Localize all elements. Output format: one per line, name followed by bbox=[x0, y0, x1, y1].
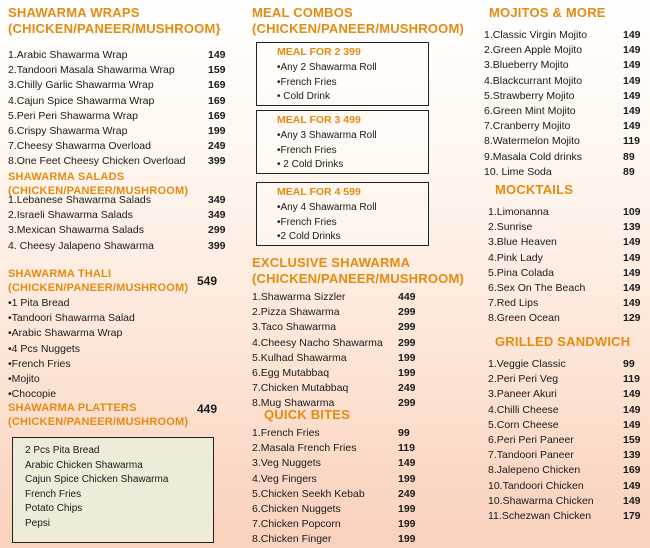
menu-item bbox=[484, 28, 642, 43]
menu-item-name: 10. Lime Soda bbox=[484, 165, 552, 178]
menu-item-price: 349 bbox=[208, 194, 226, 206]
menu-item-name: 7.Red Lips bbox=[488, 297, 539, 310]
menu-item-price: 249 bbox=[398, 382, 416, 395]
menu-item bbox=[488, 266, 642, 281]
menu-item bbox=[484, 89, 642, 104]
menu-item-price: 149 bbox=[623, 120, 641, 133]
menu-item-price: 199 bbox=[398, 533, 416, 546]
menu-item-name: 7.Cheesy Shawarma Overload bbox=[8, 140, 151, 153]
exclusive-subtitle: (CHICKEN/PANEER/MUSHROOM) bbox=[252, 271, 465, 286]
menu-item-name: 8.Green Ocean bbox=[488, 312, 560, 325]
exclusive-list bbox=[252, 290, 420, 412]
menu-item-price: 149 bbox=[623, 388, 641, 401]
menu-item-name: 7.Cranberry Mojito bbox=[484, 120, 571, 133]
menu-line: •French Fries bbox=[277, 216, 337, 228]
grilled-title: GRILLED SANDWICH bbox=[495, 334, 631, 349]
menu-item-price: 349 bbox=[208, 209, 226, 222]
menu-item bbox=[8, 124, 230, 139]
menu-line: 2 Pcs Pita Bread bbox=[25, 445, 100, 456]
mocktails-list bbox=[488, 205, 642, 327]
menu-item bbox=[488, 509, 642, 524]
menu-item-price: 149 bbox=[623, 74, 641, 87]
menu-item-price: 149 bbox=[623, 418, 641, 431]
menu-line: •2 Cold Drinks bbox=[277, 231, 341, 242]
menu-line: Arabic Chicken Shawarma bbox=[25, 459, 143, 471]
menu-item bbox=[488, 418, 642, 433]
menu-item-name: 3.Paneer Akuri bbox=[488, 388, 557, 401]
menu-item bbox=[252, 381, 420, 396]
menu-item-price: 149 bbox=[623, 297, 641, 310]
menu-item bbox=[252, 517, 420, 532]
menu-item-price: 299 bbox=[398, 321, 416, 334]
menu-item-price: 149 bbox=[623, 403, 641, 416]
menu-item-name: 5.Corn Cheese bbox=[488, 418, 559, 431]
menu-item bbox=[488, 387, 642, 402]
menu-line: •Chocopie bbox=[8, 388, 57, 401]
menu-item-name: 4.Chilli Cheese bbox=[488, 403, 559, 416]
menu-item bbox=[252, 502, 420, 517]
mojitos-title: MOJITOS & MORE bbox=[489, 5, 606, 20]
menu-item-price: 299 bbox=[398, 336, 416, 349]
menu-item-price: 99 bbox=[398, 427, 410, 439]
menu-line: •4 Pcs Nuggets bbox=[8, 342, 80, 355]
menu-item-price: 149 bbox=[623, 104, 641, 117]
menu-item bbox=[252, 426, 420, 441]
salads-list bbox=[8, 193, 230, 254]
menu-item-price: 249 bbox=[208, 140, 226, 153]
menu-item bbox=[488, 311, 642, 326]
thali-items bbox=[8, 296, 208, 402]
menu-item-price: 129 bbox=[623, 312, 641, 325]
menu-item-price: 199 bbox=[398, 366, 416, 379]
menu-item-price: 119 bbox=[398, 442, 415, 455]
combo-title-1: MEAL FOR 2 399 bbox=[277, 46, 361, 58]
menu-item-price: 149 bbox=[623, 29, 641, 41]
menu-item-price: 119 bbox=[623, 135, 640, 148]
menu-item-name: 5.Chicken Seekh Kebab bbox=[252, 487, 365, 500]
menu-item-name: 5.Pina Colada bbox=[488, 266, 554, 279]
menu-item-name: 8.Mug Shawarma bbox=[252, 397, 335, 410]
menu-item-name: 6.Egg Mutabbaq bbox=[252, 366, 330, 379]
platters-title: SHAWARMA PLATTERS bbox=[8, 402, 137, 414]
menu-item-name: 2.Israeli Shawarma Salads bbox=[8, 209, 133, 222]
menu-item-price: 199 bbox=[398, 472, 416, 485]
menu-item bbox=[488, 433, 642, 448]
menu-item-name: 4.Cheesy Nacho Shawarma bbox=[252, 336, 383, 349]
combo-title-3: MEAL FOR 4 599 bbox=[277, 186, 361, 198]
menu-item bbox=[488, 205, 642, 220]
menu-item-price: 89 bbox=[623, 150, 635, 163]
menu-item-name: 3.Blueberry Mojito bbox=[484, 59, 569, 72]
menu-item bbox=[252, 456, 420, 471]
menu-item-name: 7.Chicken Mutabbaq bbox=[252, 382, 349, 395]
menu-line: •French Fries bbox=[277, 144, 337, 156]
thali-price: 549 bbox=[197, 274, 218, 288]
menu-item-name: 4.Pink Lady bbox=[488, 251, 543, 264]
menu-item-price: 199 bbox=[398, 502, 416, 515]
menu-item-name: 5.Peri Peri Shawarma Wrap bbox=[8, 109, 138, 122]
combos-title: MEAL COMBOS bbox=[252, 5, 353, 20]
menu-item-name: 6.Chicken Nuggets bbox=[252, 502, 341, 515]
menu-item-price: 199 bbox=[398, 518, 416, 531]
grilled-list bbox=[488, 357, 642, 524]
menu-item bbox=[488, 463, 642, 478]
menu-item-name: 1.Shawarma Sizzler bbox=[252, 291, 346, 303]
menu-item-price: 149 bbox=[623, 266, 641, 279]
menu-item bbox=[484, 74, 642, 89]
menu-item bbox=[8, 78, 230, 93]
menu-line: •1 Pita Bread bbox=[8, 297, 70, 309]
menu-item-name: 1.French Fries bbox=[252, 427, 320, 439]
menu-item-price: 399 bbox=[208, 239, 226, 252]
menu-item-price: 149 bbox=[623, 236, 641, 249]
menu-item-name: 1.Arabic Shawarma Wrap bbox=[8, 49, 128, 61]
menu-item bbox=[8, 223, 230, 238]
menu-item-price: 149 bbox=[623, 251, 641, 264]
menu-item-price: 159 bbox=[208, 64, 226, 77]
menu-item bbox=[484, 58, 642, 73]
menu-item-price: 149 bbox=[398, 457, 416, 470]
platter-items bbox=[25, 444, 168, 531]
menu-item-name: 1.Classic Virgin Mojito bbox=[484, 29, 588, 41]
menu-item-price: 89 bbox=[623, 165, 635, 178]
menu-item-price: 449 bbox=[398, 291, 416, 303]
menu-item bbox=[8, 154, 230, 169]
menu-item-name: 8.One Feet Cheesy Chicken Overload bbox=[8, 155, 186, 168]
menu-item-price: 169 bbox=[208, 79, 226, 92]
menu-item-name: 4.Veg Fingers bbox=[252, 472, 317, 485]
menu-item-price: 299 bbox=[398, 397, 416, 410]
menu-item-name: 6.Sex On The Beach bbox=[488, 281, 586, 294]
menu-item bbox=[8, 139, 230, 154]
menu-item-price: 149 bbox=[623, 44, 641, 57]
menu-line: •Mojito bbox=[8, 373, 40, 386]
menu-item bbox=[252, 351, 420, 366]
menu-item-name: 2.Sunrise bbox=[488, 221, 533, 234]
menu-item-name: 7.Tandoori Paneer bbox=[488, 449, 574, 462]
quick-title: QUICK BITES bbox=[264, 407, 350, 422]
menu-item bbox=[252, 290, 420, 305]
menu-item bbox=[8, 94, 230, 109]
mojitos-list bbox=[484, 28, 642, 180]
menu-item-name: 1.Lebanese Shawarma Salads bbox=[8, 194, 152, 206]
platter-box bbox=[12, 437, 214, 543]
menu-item-name: 3.Veg Nuggets bbox=[252, 457, 321, 470]
menu-item-name: 5.Kulhad Shawarma bbox=[252, 351, 347, 364]
menu-item-price: 109 bbox=[623, 206, 641, 218]
menu-item-price: 139 bbox=[623, 221, 641, 234]
combos-subtitle: (CHICKEN/PANEER/MUSHROOM) bbox=[252, 21, 465, 36]
combo-box-2 bbox=[256, 110, 429, 174]
menu-item-price: 149 bbox=[623, 494, 641, 507]
menu-item-price: 179 bbox=[623, 509, 641, 522]
menu-line: French Fries bbox=[25, 488, 82, 500]
menu-item bbox=[488, 403, 642, 418]
menu-item-price: 139 bbox=[623, 449, 641, 462]
menu-item bbox=[252, 472, 420, 487]
platters-subtitle: (CHICKEN/PANEER/MUSHROOM) bbox=[8, 416, 189, 428]
menu-item-name: 4.Cajun Spice Shawarma Wrap bbox=[8, 94, 155, 107]
menu-item-price: 199 bbox=[398, 351, 416, 364]
menu-item bbox=[8, 208, 230, 223]
menu-item-name: 7.Chicken Popcorn bbox=[252, 518, 341, 531]
menu-item-name: 6.Crispy Shawarma Wrap bbox=[8, 124, 128, 137]
menu-item bbox=[252, 441, 420, 456]
wraps-subtitle: (CHICKEN/PANEER/MUSHROOM} bbox=[8, 21, 221, 36]
menu-item-name: 2.Tandoori Masala Shawarma Wrap bbox=[8, 64, 175, 77]
menu-item-name: 8.Watermelon Mojito bbox=[484, 135, 580, 148]
menu-item-price: 399 bbox=[208, 155, 226, 168]
salads-subtitle: (CHICKEN/PANEER/MUSHROOM) bbox=[8, 185, 189, 197]
menu-item-name: 6.Peri Peri Paneer bbox=[488, 433, 574, 446]
menu-item bbox=[8, 109, 230, 124]
menu-line: Pepsi bbox=[25, 517, 51, 529]
menu-item-name: 2.Pizza Shawarma bbox=[252, 306, 340, 319]
menu-item bbox=[488, 251, 642, 266]
menu-item-name: 8.Chicken Finger bbox=[252, 533, 332, 546]
menu-line: •Any 4 Shawarma Roll bbox=[277, 202, 377, 213]
thali-subtitle: (CHICKEN/PANEER/MUSHROOM) bbox=[8, 282, 189, 294]
menu-item-name: 6.Green Mint Mojito bbox=[484, 104, 576, 117]
menu-item bbox=[252, 320, 420, 335]
menu-item bbox=[488, 372, 642, 387]
menu-item bbox=[484, 43, 642, 58]
menu-item bbox=[488, 296, 642, 311]
menu-item bbox=[488, 357, 642, 372]
menu-item-name: 10.Tandoori Chicken bbox=[488, 479, 584, 492]
menu-item-price: 249 bbox=[398, 487, 416, 500]
menu-item-name: 8.Jalepeno Chicken bbox=[488, 464, 581, 477]
menu-item-price: 149 bbox=[623, 479, 641, 492]
combo-box-3 bbox=[256, 182, 429, 246]
wraps-title: SHAWARMA WRAPS bbox=[8, 5, 140, 20]
menu-item-price: 149 bbox=[623, 59, 641, 72]
wraps-list bbox=[8, 48, 230, 170]
menu-item bbox=[8, 48, 230, 63]
menu-line: •French Fries bbox=[277, 76, 337, 88]
menu-item-price: 149 bbox=[623, 281, 641, 294]
menu-line: • 2 Cold Drinks bbox=[277, 159, 344, 170]
menu-item-name: 5.Strawberry Mojito bbox=[484, 89, 575, 102]
menu-item-name: 2.Masala French Fries bbox=[252, 442, 357, 455]
menu-item-price: 159 bbox=[623, 433, 641, 446]
menu-item-price: 199 bbox=[208, 124, 226, 137]
menu-item-name: 1.Veggie Classic bbox=[488, 358, 566, 370]
menu-item bbox=[484, 150, 642, 165]
menu-item-name: 11.Schezwan Chicken bbox=[488, 509, 592, 522]
menu-item-name: 4.Blackcurrant Mojito bbox=[484, 74, 583, 87]
menu-item bbox=[8, 239, 230, 254]
combo-title-2: MEAL FOR 3 499 bbox=[277, 114, 361, 126]
menu-item-price: 149 bbox=[208, 49, 226, 61]
menu-line: •Tandoori Shawarma Salad bbox=[8, 312, 135, 325]
menu-item bbox=[488, 448, 642, 463]
menu-item bbox=[8, 193, 230, 208]
menu-item bbox=[488, 281, 642, 296]
menu-item-name: 4. Cheesy Jalapeno Shawarma bbox=[8, 239, 154, 252]
menu-item-name: 3.Chilly Garlic Shawarma Wrap bbox=[8, 79, 154, 92]
menu-item bbox=[488, 220, 642, 235]
menu-item bbox=[252, 532, 420, 547]
mocktails-title: MOCKTAILS bbox=[495, 182, 574, 197]
menu-item-name: 3.Taco Shawarma bbox=[252, 321, 337, 334]
menu-item-price: 299 bbox=[398, 306, 416, 319]
menu-item-price: 169 bbox=[208, 94, 226, 107]
salads-title: SHAWARMA SALADS bbox=[8, 171, 125, 183]
menu-line: •Any 2 Shawarma Roll bbox=[277, 62, 377, 73]
menu-item-name: 9.Masala Cold drinks bbox=[484, 150, 583, 163]
combo-items-3 bbox=[277, 201, 377, 245]
menu-item-name: 2.Peri Peri Veg bbox=[488, 373, 559, 386]
menu-item-price: 149 bbox=[623, 89, 641, 102]
menu-line: • Cold Drink bbox=[277, 91, 330, 102]
platters-price: 449 bbox=[197, 402, 218, 416]
menu-item bbox=[252, 366, 420, 381]
menu-item bbox=[252, 305, 420, 320]
menu-item-name: 1.Limonanna bbox=[488, 206, 549, 218]
menu-item-name: 3.Mexican Shawarma Salads bbox=[8, 224, 144, 237]
menu-item bbox=[484, 119, 642, 134]
menu-item bbox=[252, 487, 420, 502]
menu-item bbox=[252, 336, 420, 351]
menu-item bbox=[488, 235, 642, 250]
menu-item bbox=[8, 63, 230, 78]
menu-item-price: 119 bbox=[623, 373, 640, 386]
menu-item-price: 169 bbox=[208, 109, 226, 122]
menu-item-name: 2.Green Apple Mojito bbox=[484, 44, 583, 57]
menu-item bbox=[484, 104, 642, 119]
menu-line: •Arabic Shawarma Wrap bbox=[8, 327, 123, 340]
combo-items-1 bbox=[277, 61, 377, 105]
quick-list bbox=[252, 426, 420, 548]
menu-item bbox=[488, 479, 642, 494]
exclusive-title: EXCLUSIVE SHAWARMA bbox=[252, 255, 411, 270]
menu-line: •Any 3 Shawarma Roll bbox=[277, 130, 377, 141]
menu-item bbox=[488, 494, 642, 509]
menu-line: •French Fries bbox=[8, 357, 71, 370]
combo-items-2 bbox=[277, 129, 377, 173]
menu-item-price: 299 bbox=[208, 224, 226, 237]
menu-item bbox=[484, 134, 642, 149]
combo-box-1 bbox=[256, 42, 429, 106]
thali-title: SHAWARMA THALI bbox=[8, 268, 112, 280]
menu-line: Potato Chips bbox=[25, 503, 83, 514]
menu-item-name: 3.Blue Heaven bbox=[488, 236, 557, 249]
menu-item-price: 99 bbox=[623, 358, 635, 370]
menu-item-name: 10.Shawarma Chicken bbox=[488, 494, 594, 507]
menu-item bbox=[484, 165, 642, 180]
menu-item-price: 169 bbox=[623, 464, 641, 477]
menu-line: Cajun Spice Chicken Shawarma bbox=[25, 474, 169, 485]
